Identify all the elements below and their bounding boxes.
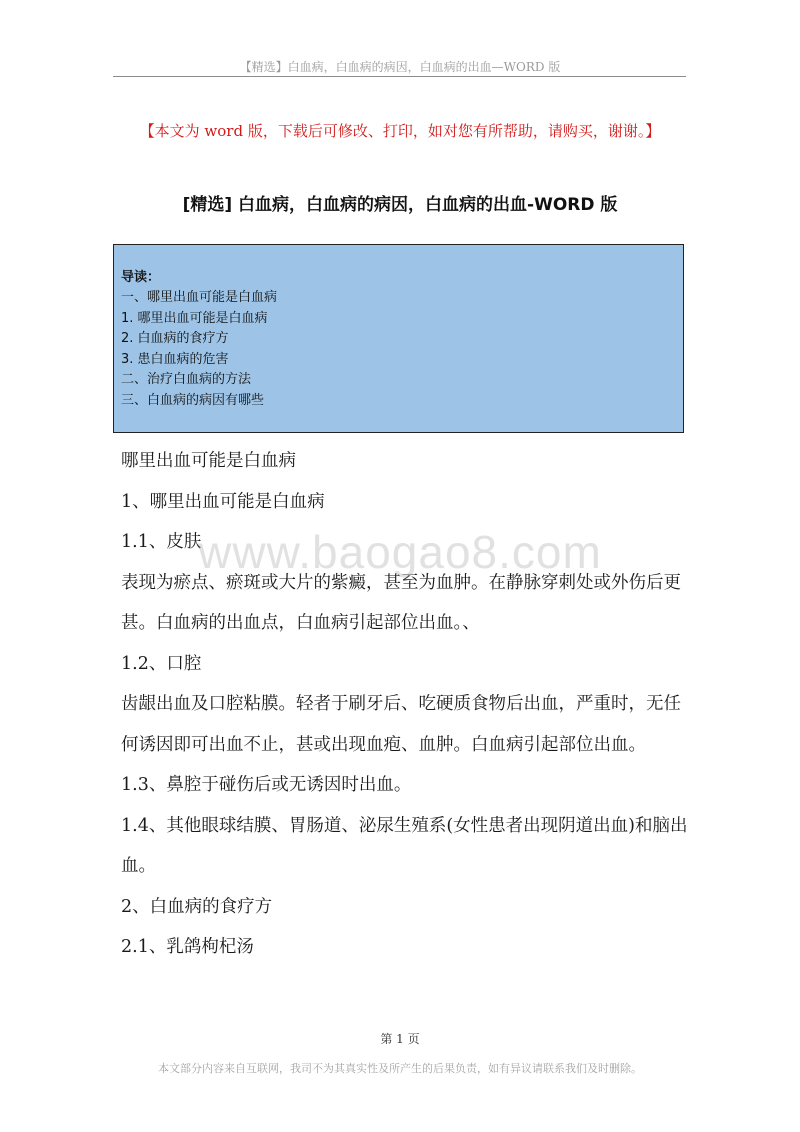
paragraph: 齿龈出血及口腔粘膜。轻者于刷牙后、吃硬质食物后出血，严重时，无任何诱因即可出血不止，甚或出现血疱、血肿。白血病引起部位出血。: [121, 694, 681, 755]
document-title: [精选] 白血病，白血病的病因，白血病的出血-WORD 版: [182, 195, 618, 215]
section-heading: 哪里出血可能是白血病: [121, 451, 296, 471]
watermark: www.baogao8.com: [198, 526, 602, 578]
guide-heading: 导读：: [121, 270, 161, 285]
subsection-heading: 1.2、口腔: [121, 653, 202, 674]
paragraph: 1.3、鼻腔于碰伤后或无诱因时出血。: [121, 775, 412, 795]
paragraph: 表现为瘀点、瘀斑或大片的紫癜，甚至为血肿。在静脉穿刺处或外伤后更甚。白血病的出血点，白血病引起部位出血。、: [121, 572, 681, 633]
guide-box: [113, 244, 684, 433]
subsection-heading: 2.1、乳鸽枸杞汤: [121, 937, 254, 957]
guide-item: 二、治疗白血病的方法: [121, 372, 252, 387]
page-header: 【精选】白血病，白血病的病因，白血病的出血—WORD 版: [239, 60, 561, 74]
page-footer: 本文部分内容来自互联网，我司不为其真实性及所产生的后果负责，如有异议请联系我们及时删除。: [158, 1062, 642, 1075]
section-heading: 1、哪里出血可能是白血病: [121, 491, 325, 512]
guide-item: 三、白血病的病因有哪些: [121, 392, 265, 408]
guide-item: 一、哪里出血可能是白血病: [121, 290, 278, 305]
guide-item: 2. 白血病的食疗方: [121, 331, 229, 346]
document-body: [121, 441, 696, 968]
page-number: 第 1 页: [380, 1032, 420, 1046]
section-heading: 2、白血病的食疗方: [121, 896, 273, 917]
purchase-notice: 【本文为 word 版，下载后可修改、打印，如对您有所帮助，请购买，谢谢。】: [139, 122, 661, 140]
header-rule: [113, 76, 686, 77]
paragraph: 1.4、其他眼球结膜、胃肠道、泌尿生殖系(女性患者出现阴道出血)和脑出血。: [121, 815, 688, 876]
guide-item: 3. 患白血病的危害: [121, 351, 229, 367]
guide-item: 1. 哪里出血可能是白血病: [121, 310, 268, 326]
subsection-heading: 1.1、皮肤: [121, 532, 202, 552]
